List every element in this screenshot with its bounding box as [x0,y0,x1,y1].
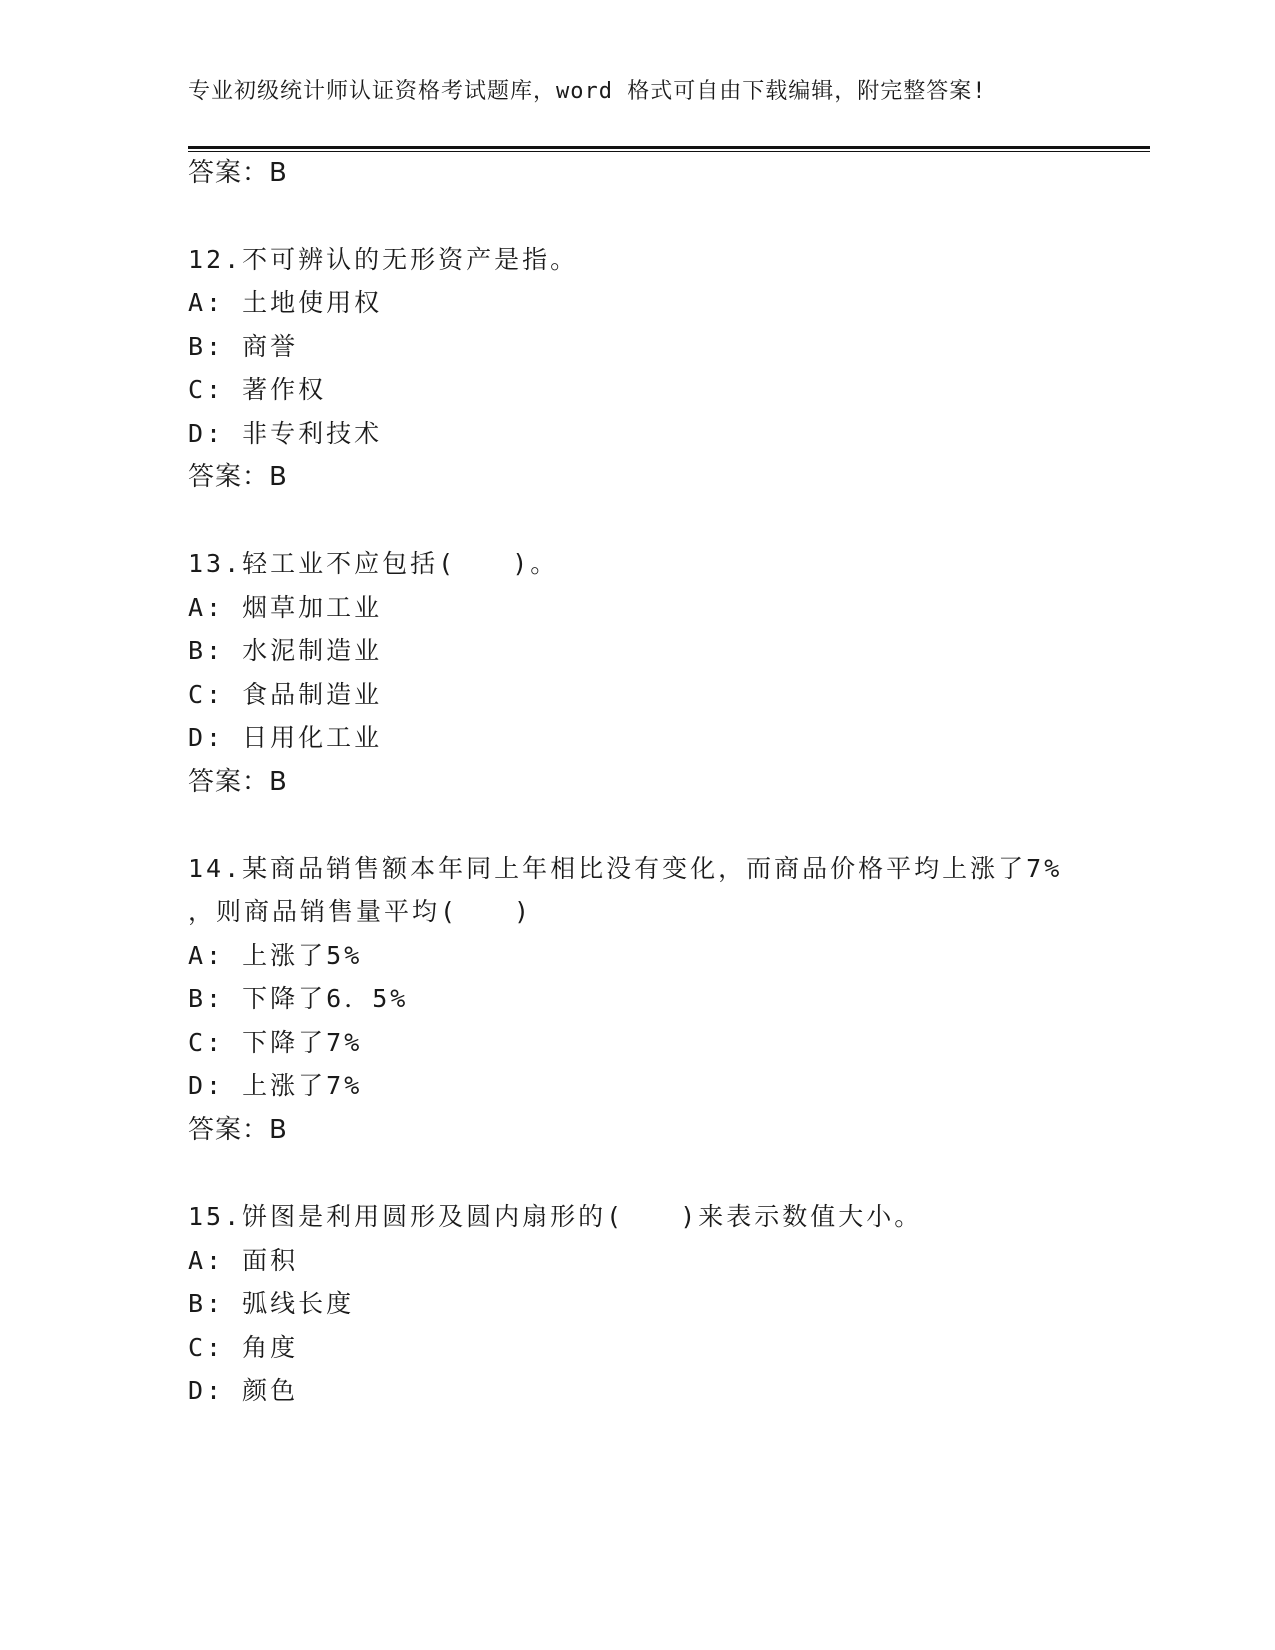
option-c: C: 著作权 [188,375,327,404]
option-b: B: 商誉 [188,332,299,361]
answer: 答案：B [188,462,288,492]
page-header: 专业初级统计师认证资格考试题库，word 格式可自由下载编辑，附完整答案! [188,79,987,104]
question-stem: 13.轻工业不应包括( )。 [188,549,559,578]
option-a: A: 面积 [188,1246,299,1275]
option-b: B: 下降了6．5% [188,984,409,1013]
answer: 答案：B [188,1115,288,1145]
option-a: A: 上涨了5% [188,941,363,970]
option-d: D: 颜色 [188,1376,299,1405]
question-stem: 14.某商品销售额本年同上年相比没有变化，而商品价格平均上涨了7% [188,854,1063,883]
question-stem: 12.不可辨认的无形资产是指。 [188,245,579,274]
option-d: D: 上涨了7% [188,1071,363,1100]
header-rule-thin [188,151,1150,152]
option-a: A: 烟草加工业 [188,593,383,622]
question-stem-continued: ，则商品销售量平均( ) [188,897,533,926]
question-stem: 15.饼图是利用圆形及圆内扇形的( )来表示数值大小。 [188,1202,923,1231]
option-d: D: 非专利技术 [188,419,383,448]
option-c: C: 下降了7% [188,1028,363,1057]
option-b: B: 弧线长度 [188,1289,355,1318]
option-d: D: 日用化工业 [188,723,383,752]
option-b: B: 水泥制造业 [188,636,383,665]
header-rule-thick [188,146,1150,149]
option-c: C: 食品制造业 [188,680,383,709]
previous-answer: 答案：B [188,158,288,188]
option-a: A: 土地使用权 [188,288,383,317]
answer: 答案：B [188,767,288,797]
option-c: C: 角度 [188,1333,299,1362]
